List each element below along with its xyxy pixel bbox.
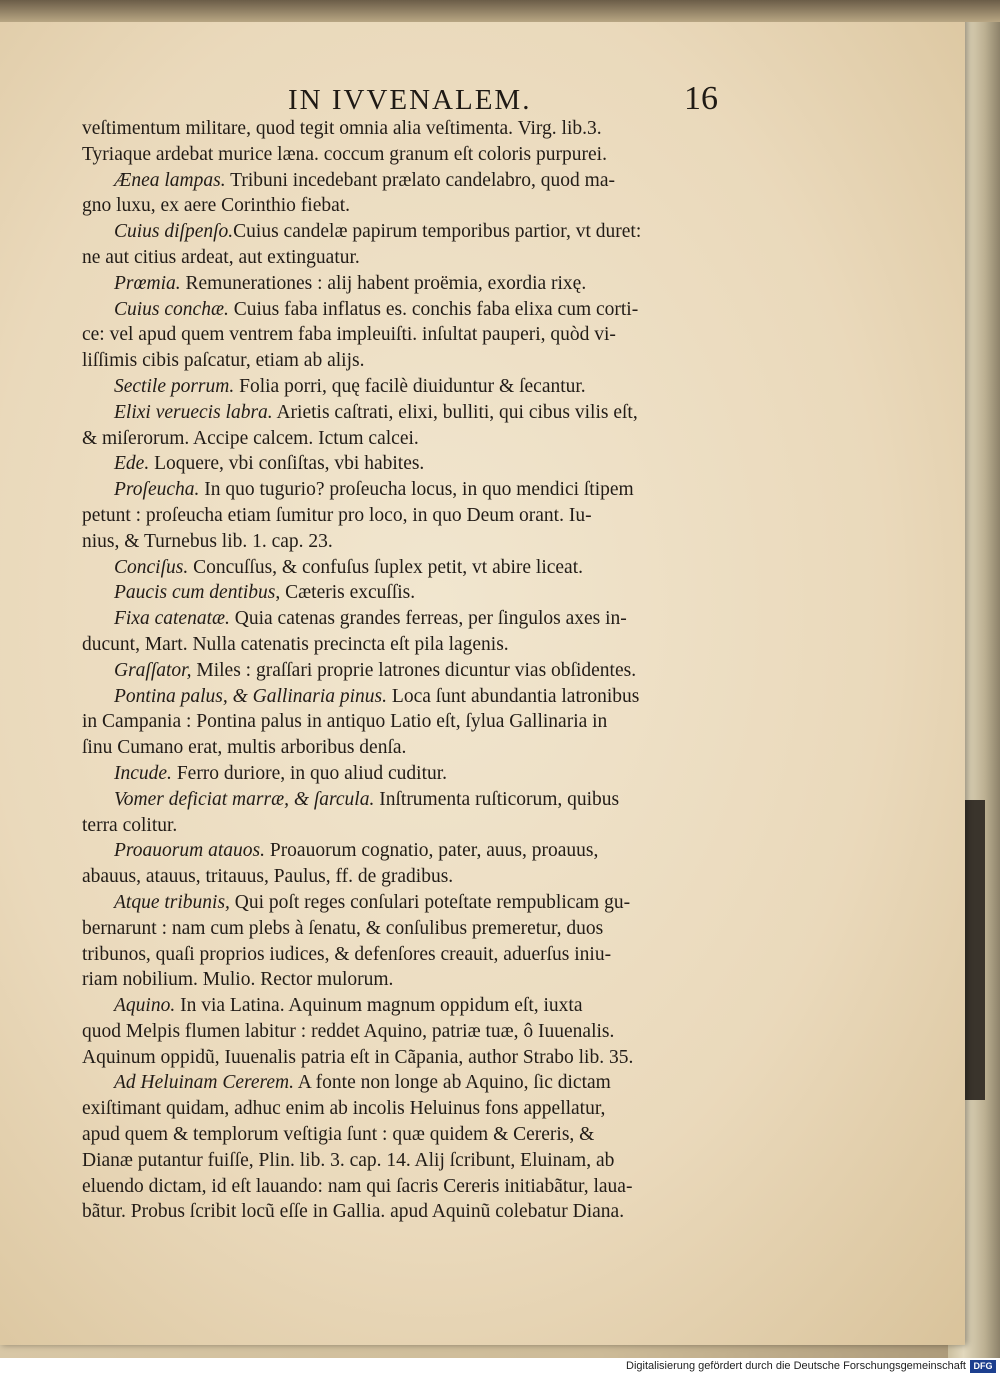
line-text: bernarunt : nam cum plebs à ſenatu, & conſulibus premeretur, duos xyxy=(82,917,604,939)
text-line xyxy=(82,813,772,839)
text-line xyxy=(82,606,772,632)
line-text: terra colitur. xyxy=(82,814,178,836)
line-text: Tribuni incedebant prælato candelabro, quod ma- xyxy=(225,169,615,191)
lemma: Cuius conchæ. xyxy=(114,298,229,320)
text-line xyxy=(82,529,772,555)
line-text: ce: vel apud quem ventrem faba impleuiſti. inſultat pauperi, quòd vi- xyxy=(82,324,616,346)
text-line xyxy=(82,271,772,297)
footer-bar xyxy=(0,1358,1000,1376)
text-line xyxy=(82,1174,772,1200)
lemma: Prœmia. xyxy=(114,272,181,294)
line-text: Qui poſt reges conſulari poteſtate rempublicam gu- xyxy=(229,891,631,913)
text-line xyxy=(82,219,772,245)
line-text: Ferro duriore, in quo aliud cuditur. xyxy=(171,762,448,784)
lemma: Aquino. xyxy=(114,995,176,1017)
lemma: Incude. xyxy=(114,762,172,784)
line-text: A fonte non longe ab Aquino, ſic dictam xyxy=(293,1072,611,1094)
lemma: Pontina palus, & Gallinaria pinus. xyxy=(114,685,388,707)
line-text: gno luxu, ex aere Corinthio fiebat. xyxy=(82,195,351,217)
text-line xyxy=(82,838,772,864)
line-text: Quia catenas grandes ferreas, per ſingulos axes in- xyxy=(229,608,627,630)
line-text: ne aut citius ardeat, aut extinguatur. xyxy=(82,246,360,268)
commentary-text xyxy=(82,116,772,1225)
line-text: ſinu Cumano erat, multis arboribus denſa. xyxy=(82,737,407,759)
line-text: abauus, atauus, tritauus, Paulus, ff. de gradibus. xyxy=(82,866,454,888)
text-line xyxy=(82,658,772,684)
line-text: Concuſſus, & confuſus ſuplex petit, vt abire liceat. xyxy=(188,556,584,578)
lemma: Ede. xyxy=(114,453,150,475)
line-text: Proauorum cognatio, pater, auus, proauus, xyxy=(264,840,599,862)
text-line xyxy=(82,116,772,142)
text-line xyxy=(82,684,772,710)
line-text: apud quem & templorum veſtigia ſunt : quæ quidem & Cereris, & xyxy=(82,1124,595,1146)
line-text: eluendo dictam, id eſt lauando: nam qui ſacris Cereris initiabãtur, laua- xyxy=(82,1175,633,1197)
line-text: Loquere, vbi conſiſtas, vbi habites. xyxy=(149,453,425,475)
text-line xyxy=(82,193,772,219)
dfg-logo: DFG xyxy=(970,1360,996,1373)
text-line xyxy=(82,916,772,942)
text-line xyxy=(82,735,772,761)
line-text: , Cæteris excuſſis. xyxy=(275,582,416,604)
line-text: Dianæ putantur fuiſſe, Plin. lib. 3. cap. 14. Alij ſcribunt, Eluinam, ab xyxy=(82,1149,615,1171)
line-text: Loca ſunt abundantia latronibus xyxy=(387,685,640,707)
lemma: Graſſator, xyxy=(114,659,192,681)
lemma: Paucis cum dentibus xyxy=(114,582,276,604)
text-line xyxy=(82,632,772,658)
text-line xyxy=(82,245,772,271)
text-line xyxy=(82,555,772,581)
funding-credit: Digitalisierung gefördert durch die Deutsche Forschungsgemeinschaft xyxy=(626,1360,966,1372)
text-line xyxy=(82,709,772,735)
text-line xyxy=(82,1122,772,1148)
lemma: Conciſus. xyxy=(114,556,189,578)
line-text: In quo tugurio? proſeucha locus, in quo mendici ſtipem xyxy=(199,479,634,501)
text-line xyxy=(82,580,772,606)
line-text: liſſimis cibis paſcatur, etiam ab alijs. xyxy=(82,350,365,372)
text-line xyxy=(82,142,772,168)
text-line xyxy=(82,864,772,890)
text-line xyxy=(82,451,772,477)
text-line xyxy=(82,1096,772,1122)
lemma: Proauorum atauos. xyxy=(114,840,265,862)
text-line xyxy=(82,993,772,1019)
lemma: Proſeucha. xyxy=(114,479,200,501)
lemma: Elixi veruecis labra. xyxy=(114,401,273,423)
text-line xyxy=(82,787,772,813)
line-text: Remunerationes : alij habent proëmia, exordia rixę. xyxy=(180,272,587,294)
line-text: In via Latina. Aquinum magnum oppidum eſt, iuxta xyxy=(175,995,583,1017)
text-line xyxy=(82,477,772,503)
text-line xyxy=(82,1070,772,1096)
text-line xyxy=(82,168,772,194)
text-line xyxy=(82,1199,772,1225)
text-line xyxy=(82,890,772,916)
line-text: Tyriaque ardebat murice læna. coccum granum eſt coloris purpurei. xyxy=(82,143,607,165)
line-text: exiſtimant quidam, adhuc enim ab incolis Heluinus fons appellatur, xyxy=(82,1098,606,1120)
top-edge xyxy=(0,0,1000,22)
text-line xyxy=(82,348,772,374)
line-text: quod Melpis flumen labitur : reddet Aquino, patriæ tuæ, ô Iuuenalis. xyxy=(82,1020,615,1042)
text-line xyxy=(82,374,772,400)
line-text: tribunos, quaſi proprios iudices, & defenſores creauit, aduerſus iniu- xyxy=(82,943,612,965)
line-text: in Campania : Pontina palus in antiquo Latio eſt, ſylua Gallinaria in xyxy=(82,711,608,733)
line-text: nius, & Turnebus lib. 1. cap. 23. xyxy=(82,530,333,552)
lemma: Sectile porrum. xyxy=(114,375,235,397)
text-line xyxy=(82,297,772,323)
line-text: Cuius candelæ papirum temporibus partior, vt duret: xyxy=(233,221,642,243)
text-line xyxy=(82,967,772,993)
text-line xyxy=(82,426,772,452)
line-text: Inſtrumenta ruſticorum, quibus xyxy=(374,788,620,810)
line-text: Arietis caſtrati, elixi, bulliti, qui cibus vilis eſt, xyxy=(272,401,638,423)
line-text: riam nobilium. Mulio. Rector mulorum. xyxy=(82,969,394,991)
line-text: bãtur. Probus ſcribit locũ eſſe in Gallia. apud Aquinũ colebatur Diana. xyxy=(82,1201,625,1223)
lemma: Ænea lampas. xyxy=(114,169,226,191)
text-line xyxy=(82,761,772,787)
line-text: ducunt, Mart. Nulla catenatis precincta eſt pila lagenis. xyxy=(82,633,509,655)
line-text: Folia porri, quę facilè diuiduntur & ſecantur. xyxy=(234,375,586,397)
line-text: Cuius faba inflatus es. conchis faba elixa cum corti- xyxy=(228,298,639,320)
lemma: Atque tribunis, xyxy=(114,891,230,913)
lemma: Cuius diſpenſo. xyxy=(114,221,234,243)
text-line xyxy=(82,1019,772,1045)
text-line xyxy=(82,400,772,426)
line-text: petunt : proſeucha etiam ſumitur pro loco, in quo Deum orant. Iu- xyxy=(82,504,592,526)
running-title: IN IVVENALEM. xyxy=(288,84,532,116)
text-line xyxy=(82,503,772,529)
line-text: Miles : graſſari proprie latrones dicuntur vias obſidentes. xyxy=(191,659,637,681)
line-text: veſtimentum militare, quod tegit omnia alia veſtimenta. Virg. lib.3. xyxy=(82,118,602,139)
text-line xyxy=(82,322,772,348)
lemma: Ad Heluinam Cererem. xyxy=(114,1072,294,1094)
lemma: Vomer deficiat marræ, & ſarcula. xyxy=(114,788,375,810)
line-text: & miſerorum. Accipe calcem. Ictum calcei. xyxy=(82,427,419,449)
text-line xyxy=(82,942,772,968)
lemma: Fixa catenatæ. xyxy=(114,608,230,630)
page-number: 16 xyxy=(684,80,718,117)
line-text: Aquinum oppidũ, Iuuenalis patria eſt in Cãpania, author Strabo lib. 35. xyxy=(82,1046,634,1068)
text-line xyxy=(82,1045,772,1071)
text-line xyxy=(82,1148,772,1174)
